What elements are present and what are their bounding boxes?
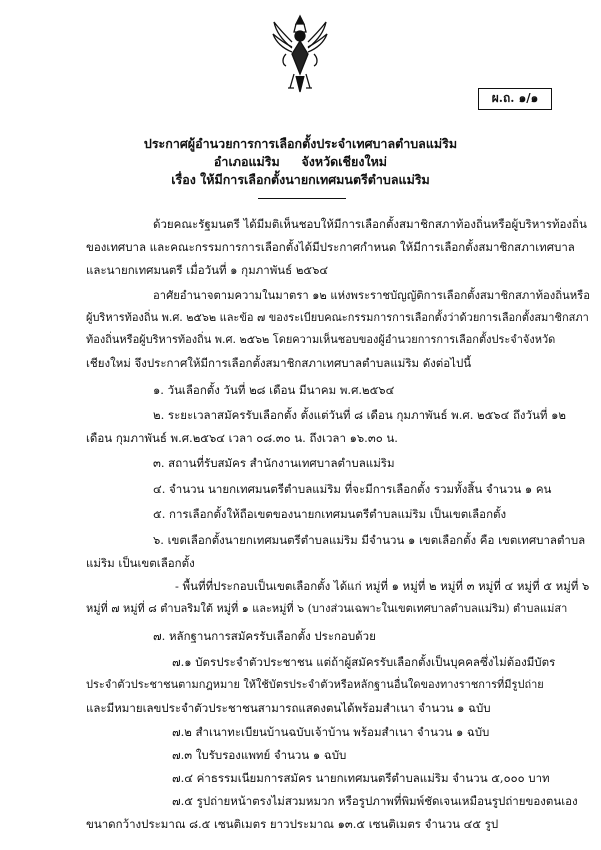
- garuda-emblem: [272, 14, 328, 94]
- para2-line4: เชียงใหม่ จึงประกาศให้มีการเลือกตั้งสมาชิกสภาเทศบาลตำบลแม่ริม ดังต่อไปนี้: [86, 356, 472, 370]
- item2-line1: ๒. ระยะเวลาสมัครรับเลือกตั้ง ตั้งแต่วันที่ ๘ เดือน กุมภาพันธ์ พ.ศ. ๒๕๖๔ ถึงวันที่ ๑๒: [153, 408, 566, 422]
- item1-election-date: ๑. วันเลือกตั้ง วันที่ ๒๘ เดือน มีนาคม พ.ศ.๒๕๖๔: [153, 383, 395, 397]
- item6-line2: แม่ริม เป็นเขตเลือกตั้ง: [86, 556, 195, 570]
- item6-area-line1: - พื้นที่ที่ประกอบเป็นเขตเลือกตั้ง ได้แก่ หมู่ที่ ๑ หมู่ที่ ๒ หมู่ที่ ๓ หมู่ที่ ๔ หมู่ที่ ๕ หมู่ที่ ๖: [175, 579, 590, 593]
- para1-line1: ด้วยคณะรัฐมนตรี ได้มีมติเห็นชอบให้มีการเลือกตั้งสมาชิกสภาท้องถิ่นหรือผู้บริหารท้องถิ่น: [153, 217, 587, 231]
- item4-count: ๔. จำนวน นายกเทศมนตรีตำบลแม่ริม ที่จะมีการเลือกตั้ง รวมทั้งสิ้น จำนวน ๑ คน: [153, 482, 552, 496]
- item7-1-line1: ๗.๑ บัตรประจำตัวประชาชน แต่ถ้าผู้สมัครรับเลือกตั้งเป็นบุคคลซึ่งไม่ต้องมีบัตร: [172, 655, 556, 669]
- item6-area-line2: หมู่ที่ ๗ หมู่ที่ ๘ ตำบลริมใต้ หมู่ที่ ๑ และหมู่ที่ ๖ (บางส่วนเฉพาะในเขตเทศบาลตำบลแม่ริม) ตำบลแม่สา: [86, 602, 568, 615]
- para1-line3: และนายกเทศมนตรี เมื่อวันที่ ๑ กุมภาพันธ์ ๒๕๖๔: [86, 263, 329, 277]
- item5-constituency: ๕. การเลือกตั้งให้ถือเขตของนายกเทศมนตรีตำบลแม่ริม เป็นเขตเลือกตั้ง: [153, 507, 507, 521]
- item7-5-line1: ๗.๕ รูปถ่ายหน้าตรงไม่สวมหมวก หรือรูปภาพที่พิมพ์ชัดเจนเหมือนรูปถ่ายของตนเอง: [172, 794, 578, 808]
- para2-line1: อาศัยอำนาจตามความในมาตรา ๑๒ แห่งพระราชบัญญัติการเลือกตั้งสมาชิกสภาท้องถิ่นหรือ: [153, 289, 590, 302]
- announcement-location: อำเภอแม่ริม จังหวัดเชียงใหม่: [213, 154, 388, 169]
- announcement-title: ประกาศผู้อำนวยการการเลือกตั้งประจำเทศบาลตำบลแม่ริม: [143, 136, 458, 151]
- item7-1-line2: ประจำตัวประชาชนตามกฎหมาย ให้ใช้บัตรประจำตัวหรือหลักฐานอื่นใดของทางราชการที่มีรูปถ่าย: [86, 678, 544, 691]
- title-underline: [258, 198, 346, 199]
- item7-3: ๗.๓ ใบรับรองแพทย์ จำนวน ๑ ฉบับ: [172, 748, 347, 762]
- item7-5-line2: ขนาดกว้างประมาณ ๘.๕ เซนติเมตร ยาวประมาณ ๑๓.๕ เซนติเมตร จำนวน ๔๕ รูป: [86, 817, 499, 831]
- item6-line1: ๖. เขตเลือกตั้งนายกเทศมนตรีตำบลแม่ริม มีจำนวน ๑ เขตเลือกตั้ง คือ เขตเทศบาลตำบล: [153, 533, 586, 547]
- item2-line2: เดือน กุมภาพันธ์ พ.ศ.๒๕๖๔ เวลา ๐๘.๓๐ น. ถึงเวลา ๑๖.๓๐ น.: [86, 431, 398, 445]
- item7-1-line3: และมีหมายเลขประจำตัวประชาชนสามารถแสดงตนได้พร้อมสำเนา จำนวน ๑ ฉบับ: [86, 701, 491, 715]
- item7-heading: ๗. หลักฐานการสมัครรับเลือกตั้ง ประกอบด้วย: [153, 629, 376, 643]
- announcement-subject: เรื่อง ให้มีการเลือกตั้งนายกเทศมนตรีตำบลแม่ริม: [171, 172, 430, 187]
- item7-4: ๗.๔ ค่าธรรมเนียมการสมัคร นายกเทศมนตรีตำบลแม่ริม จำนวน ๕,๐๐๐ บาท: [172, 771, 550, 785]
- item3-venue: ๓. สถานที่รับสมัคร สำนักงานเทศบาลตำบลแม่ริม: [153, 456, 395, 470]
- form-code-box: ผ.ถ. ๑/๑: [478, 88, 552, 110]
- para2-line2: ผู้บริหารท้องถิ่น พ.ศ. ๒๕๖๒ และข้อ ๗ ของระเบียบคณะกรรมการการเลือกตั้งว่าด้วยการเลือกตั้งสมาชิกสภา: [86, 311, 589, 324]
- item7-2: ๗.๒ สำเนาทะเบียนบ้านฉบับเจ้าบ้าน พร้อมสำเนา จำนวน ๑ ฉบับ: [172, 725, 490, 739]
- para2-line3: ท้องถิ่นหรือผู้บริหารท้องถิ่น พ.ศ. ๒๕๖๒ โดยความเห็นชอบของผู้อำนวยการการเลือกตั้งประจำจังหวัด: [86, 333, 556, 346]
- para1-line2: ของเทศบาล และคณะกรรมการการเลือกตั้งได้มีประกาศกำหนด ให้มีการเลือกตั้งสมาชิกสภาเทศบาล: [86, 240, 575, 254]
